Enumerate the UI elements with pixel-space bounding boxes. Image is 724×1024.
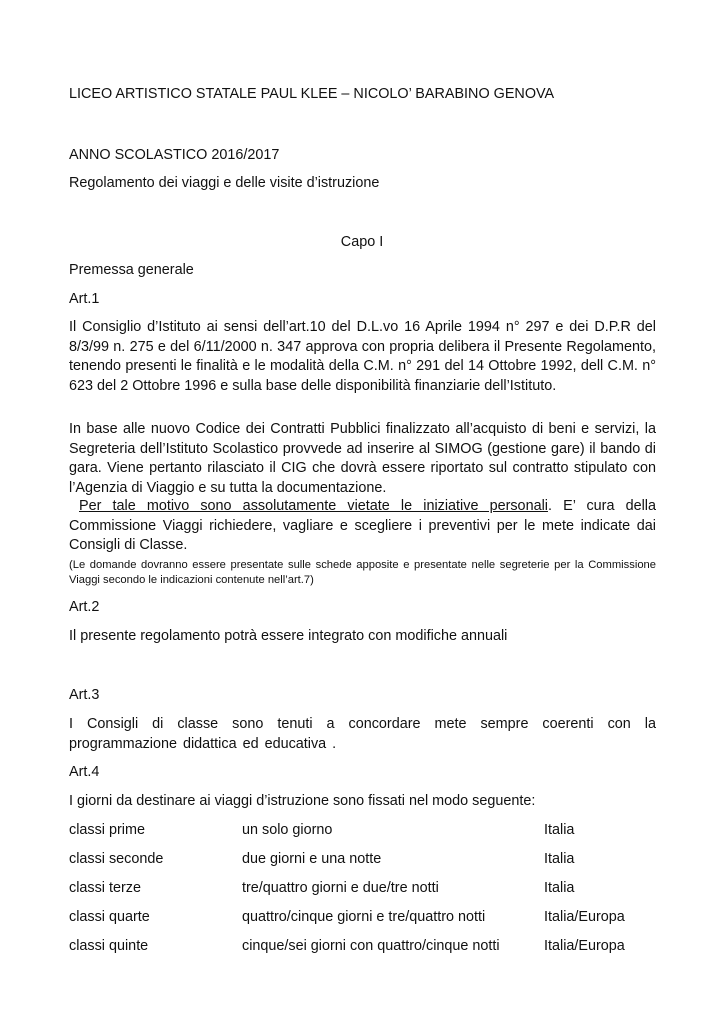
duration-cell: due giorni e una notte xyxy=(242,851,382,867)
art1-paragraph-3-rest: . E’ cura della Commissione Viaggi richiedere, vagliare e scegliere i preventivi per le mete indicate dai Consigli di Classe. xyxy=(69,498,657,553)
destination-cell: Italia xyxy=(544,851,575,867)
chapter-subtitle: Premessa generale xyxy=(69,262,194,278)
duration-cell: cinque/sei giorni con quattro/cinque notti xyxy=(242,938,500,954)
duration-cell: un solo giorno xyxy=(242,822,333,838)
destination-cell: Italia/Europa xyxy=(544,909,625,925)
art4-heading: Art.4 xyxy=(69,764,100,780)
art1-paragraph-2: In base alle nuovo Codice dei Contratti Pubblici finalizzato all’acquisto di beni e servizi, la Segreteria dell’Istituto Scolastico provvede ad inserire al SIMOG (gestione gare) il bando di gara. Viene pertanto rilasciato il CIG che dovrà essere riportato sul contratto stipulato con l’Agenzia di Viaggio e su tutta la documentazione. xyxy=(69,421,656,496)
chapter-label: Capo I xyxy=(340,234,384,250)
art1-paragraph-1: Il Consiglio d’Istituto ai sensi dell’art.10 del D.L.vo 16 Aprile 1994 n° 297 e dei D.P.R del 8/3/99 n. 275 e del 6/11/2000 n. 347 approva con propria delibera il Presente Regolamento, tenendo presenti le finalità e le modalità della C.M. n° 291 del 14 Ottobre 1992, dell C.M. n° 623 del 2 Ottobre 1996 e sulla base delle disponibilità finanziarie dell’Istituto. xyxy=(69,319,656,394)
class-cell: classi terze xyxy=(69,880,141,896)
class-cell: classi prime xyxy=(69,822,145,838)
table-row xyxy=(69,821,669,840)
art3-text: I Consigli di classe sono tenuti a concordare mete sempre coerenti con la programmazione didattica ed educativa . xyxy=(69,716,656,752)
art1-note: (Le domande dovranno essere presentate sulle schede apposite e presentate nelle segreterie per la Commissione Viaggi secondo le indicazioni contenute nell’art.7) xyxy=(69,559,656,586)
school-year: ANNO SCOLASTICO 2016/2017 xyxy=(69,147,280,163)
class-cell: classi quinte xyxy=(69,938,149,954)
table-row xyxy=(69,850,669,869)
art4-intro: I giorni da destinare ai viaggi d’istruzione sono fissati nel modo seguente: xyxy=(69,793,536,809)
art1-emphasis: Per tale motivo sono assolutamente vietate le iniziative personali xyxy=(79,498,548,514)
class-cell: classi quarte xyxy=(69,909,150,925)
art2-text: Il presente regolamento potrà essere integrato con modifiche annuali xyxy=(69,628,508,644)
table-row xyxy=(69,908,669,927)
destination-cell: Italia xyxy=(544,822,575,838)
school-name: LICEO ARTISTICO STATALE PAUL KLEE – NICOLO’ BARABINO GENOVA xyxy=(69,86,555,102)
art1-paragraph-3 xyxy=(69,497,656,556)
duration-cell: quattro/cinque giorni e tre/quattro notti xyxy=(242,909,486,925)
table-row xyxy=(69,879,669,898)
destination-cell: Italia/Europa xyxy=(544,938,625,954)
destination-cell: Italia xyxy=(544,880,575,896)
art1-heading: Art.1 xyxy=(69,291,100,307)
art2-heading: Art.2 xyxy=(69,599,100,615)
table-row xyxy=(69,937,669,956)
duration-cell: tre/quattro giorni e due/tre notti xyxy=(242,880,439,896)
class-cell: classi seconde xyxy=(69,851,164,867)
art3-heading: Art.3 xyxy=(69,687,100,703)
document-title: Regolamento dei viaggi e delle visite d’istruzione xyxy=(69,175,380,191)
